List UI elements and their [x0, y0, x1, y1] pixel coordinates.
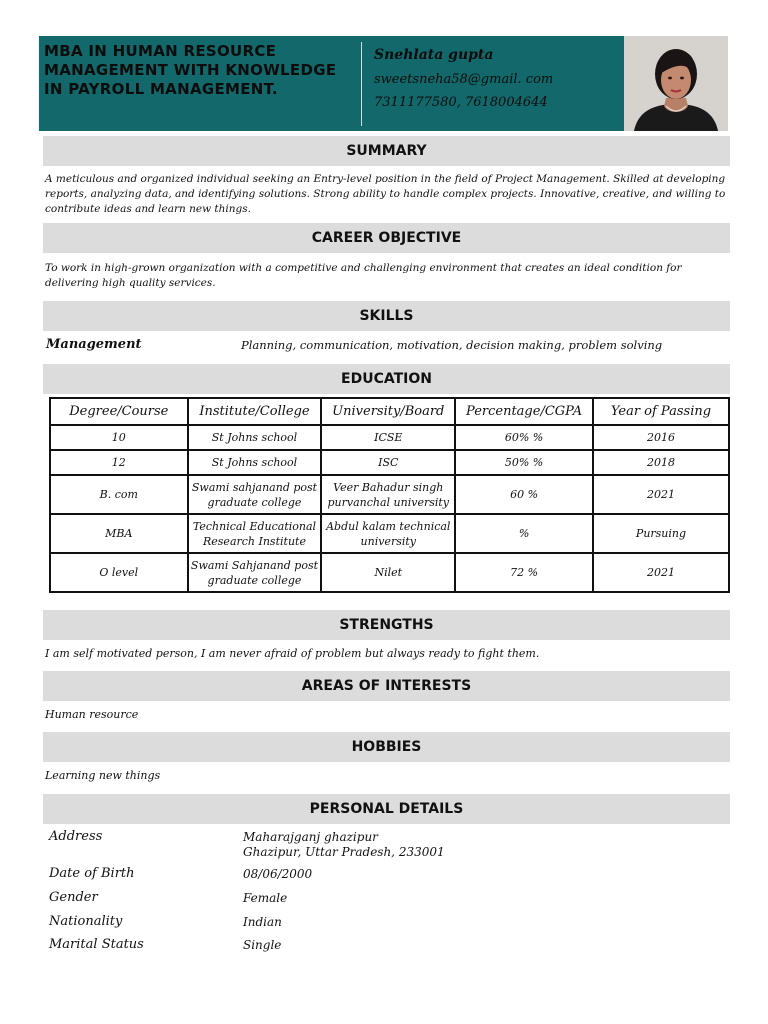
- education-table: [49, 397, 730, 593]
- marital-status-value: Single: [243, 938, 282, 952]
- profile-photo: [624, 36, 728, 131]
- hobbies-heading: HOBBIES: [43, 732, 730, 762]
- table-cell: %: [455, 514, 593, 553]
- dob-value: 08/06/2000: [243, 867, 313, 881]
- skill-list: Planning, communication, motivation, decision making, problem solving: [241, 338, 663, 352]
- table-header-row: [50, 398, 729, 425]
- header-divider: [361, 42, 362, 126]
- table-row: [50, 553, 729, 592]
- dob-label: Date of Birth: [49, 866, 135, 881]
- column-header: Institute/College: [188, 398, 322, 425]
- address-label: Address: [49, 829, 103, 844]
- table-cell: 2018: [593, 450, 729, 475]
- table-cell: Abdul kalam technical university: [321, 514, 455, 553]
- table-cell: 72 %: [455, 553, 593, 592]
- strengths-heading: STRENGTHS: [43, 610, 730, 640]
- table-row: [50, 450, 729, 475]
- candidate-phone: 7311177580, 7618004644: [374, 95, 548, 110]
- gender-value: Female: [243, 891, 288, 905]
- column-header: University/Board: [321, 398, 455, 425]
- table-cell: B. com: [50, 475, 188, 514]
- career-objective-text: To work in high-grown organization with a competitive and challenging environment that creates an ideal condition for delivering high quality services.: [45, 262, 682, 289]
- resume-header: [39, 36, 728, 131]
- profile-photo-icon: [624, 36, 728, 131]
- summary-heading: SUMMARY: [43, 136, 730, 166]
- personal-details-heading: PERSONAL DETAILS: [43, 794, 730, 824]
- table-row: [50, 475, 729, 514]
- table-row: [50, 514, 729, 553]
- table-cell: 2021: [593, 475, 729, 514]
- table-cell: ISC: [321, 450, 455, 475]
- address-line2: Ghazipur, Uttar Pradesh, 233001: [243, 845, 445, 859]
- contact-block: [374, 44, 619, 114]
- column-header: Year of Passing: [593, 398, 729, 425]
- table-cell: 10: [50, 425, 188, 450]
- marital-status-label: Marital Status: [49, 937, 144, 952]
- table-cell: 60% %: [455, 425, 593, 450]
- table-cell: 2016: [593, 425, 729, 450]
- gender-label: Gender: [49, 890, 98, 905]
- table-cell: 50% %: [455, 450, 593, 475]
- table-cell: 60 %: [455, 475, 593, 514]
- table-cell: St Johns school: [188, 425, 322, 450]
- table-cell: ICSE: [321, 425, 455, 450]
- career-objective-heading: CAREER OBJECTIVE: [43, 223, 730, 253]
- column-header: Degree/Course: [50, 398, 188, 425]
- candidate-name: Snehlata gupta: [374, 47, 494, 63]
- skills-heading: SKILLS: [43, 301, 730, 331]
- table-cell: 12: [50, 450, 188, 475]
- resume-headline: MBA IN HUMAN RESOURCE MANAGEMENT WITH KNOWLEDGE IN PAYROLL MANAGEMENT.: [44, 42, 337, 98]
- nationality-label: Nationality: [49, 914, 123, 929]
- education-heading: EDUCATION: [43, 364, 730, 394]
- table-cell: Swami Sahjanand post graduate college: [188, 553, 322, 592]
- candidate-email: sweetsneha58@gmail. com: [374, 72, 554, 87]
- table-cell: Veer Bahadur singh purvanchal university: [321, 475, 455, 514]
- table-cell: St Johns school: [188, 450, 322, 475]
- table-cell: Swami sahjanand post graduate college: [188, 475, 322, 514]
- address-line1: Maharajganj ghazipur: [243, 830, 378, 844]
- column-header: Percentage/CGPA: [455, 398, 593, 425]
- strengths-text: I am self motivated person, I am never afraid of problem but always ready to fight them.: [45, 647, 540, 660]
- table-row: [50, 425, 729, 450]
- nationality-value: Indian: [243, 915, 282, 929]
- table-cell: Technical Educational Research Institute: [188, 514, 322, 553]
- table-cell: Pursuing: [593, 514, 729, 553]
- interests-text: Human resource: [45, 708, 139, 721]
- hobbies-text: Learning new things: [45, 769, 161, 782]
- summary-text: A meticulous and organized individual seeking an Entry-level position in the field of Project Management. Skilled at developing reports, analyzing data, and identifying solutions. Strong ability to handle complex projects. Innovative, creative, and willing to contribute ideas and learn new things.: [45, 173, 726, 215]
- table-cell: O level: [50, 553, 188, 592]
- table-cell: 2021: [593, 553, 729, 592]
- skill-category: Management: [46, 337, 142, 352]
- table-cell: Nilet: [321, 553, 455, 592]
- interests-heading: AREAS OF INTERESTS: [43, 671, 730, 701]
- table-cell: MBA: [50, 514, 188, 553]
